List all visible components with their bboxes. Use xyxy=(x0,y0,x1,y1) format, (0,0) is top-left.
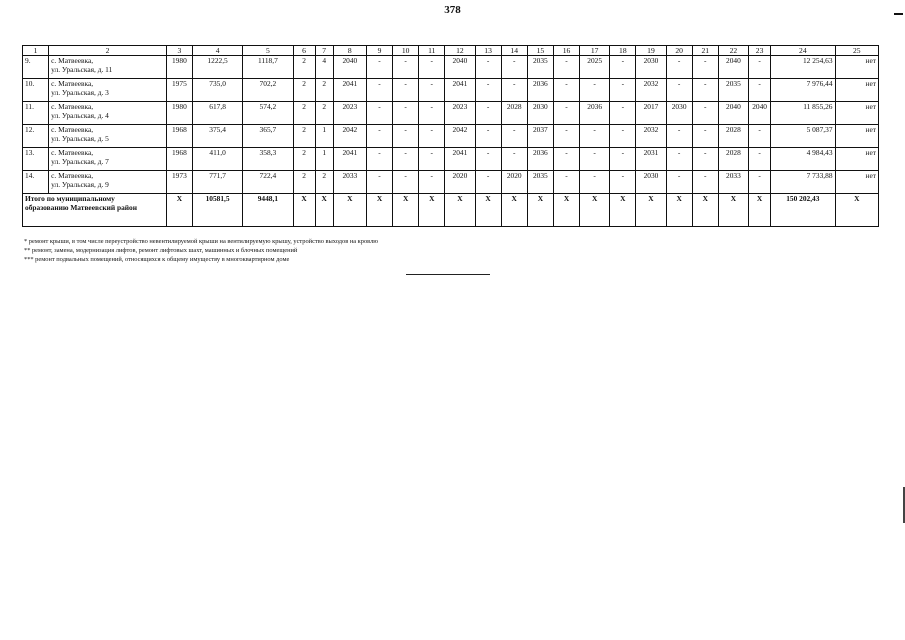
total-cell: Х xyxy=(527,194,553,227)
table-cell: 4 984,43 xyxy=(771,148,835,171)
table-cell: нет xyxy=(835,102,878,125)
table-cell: 2042 xyxy=(333,125,366,148)
table-cell: 2040 xyxy=(749,102,771,125)
total-cell: Х xyxy=(315,194,333,227)
table-cell: 411,0 xyxy=(192,148,242,171)
table-cell: - xyxy=(501,148,527,171)
table-cell: 2040 xyxy=(718,56,748,79)
table-row xyxy=(23,148,879,171)
table-cell: - xyxy=(749,148,771,171)
footnote-elevators: ** ремонт, замена, модернизация лифтов, ремонт лифтовых шахт, машинных и блочных помещений xyxy=(24,247,298,254)
footnote-basement: *** ремонт подвальных помещений, относящихся к общему имуществу в многоквартирном доме xyxy=(24,256,290,263)
table-cell: 1973 xyxy=(166,171,192,194)
table-cell: 7 733,88 xyxy=(771,171,835,194)
table-cell: 574,2 xyxy=(243,102,293,125)
table-cell: - xyxy=(610,102,636,125)
table-cell: 2036 xyxy=(580,102,610,125)
table-cell: - xyxy=(475,56,501,79)
row-number: 9. xyxy=(23,56,49,79)
table-cell: - xyxy=(692,56,718,79)
table-cell: - xyxy=(419,79,445,102)
table-cell: 2035 xyxy=(527,56,553,79)
address-street: ул. Уральская, д. 5 xyxy=(51,134,109,143)
column-number-header: 1 xyxy=(23,46,49,56)
table-cell: 771,7 xyxy=(192,171,242,194)
table-cell: - xyxy=(366,79,392,102)
table-cell: 11 855,26 xyxy=(771,102,835,125)
column-number-header: 9 xyxy=(366,46,392,56)
table-cell: 2032 xyxy=(636,125,666,148)
table-cell: - xyxy=(666,56,692,79)
table-cell: 702,2 xyxy=(243,79,293,102)
table-cell: 7 976,44 xyxy=(771,79,835,102)
table-cell: - xyxy=(553,125,579,148)
table-cell: - xyxy=(553,171,579,194)
table-cell: - xyxy=(692,102,718,125)
table-cell: 2025 xyxy=(580,56,610,79)
total-cell: Х xyxy=(666,194,692,227)
table-row xyxy=(23,102,879,125)
total-label-line1: Итого по муниципальному xyxy=(25,194,115,203)
table-cell: 2030 xyxy=(666,102,692,125)
table-cell: - xyxy=(580,148,610,171)
table-cell: - xyxy=(692,79,718,102)
table-cell: 2032 xyxy=(636,79,666,102)
table-cell: - xyxy=(475,102,501,125)
total-cell: Х xyxy=(293,194,315,227)
table-cell: - xyxy=(501,125,527,148)
total-cell: Х xyxy=(553,194,579,227)
table-cell: 375,4 xyxy=(192,125,242,148)
table-cell: - xyxy=(419,148,445,171)
column-number-header: 10 xyxy=(393,46,419,56)
table-cell: 2040 xyxy=(445,56,475,79)
column-number-header: 25 xyxy=(835,46,878,56)
table-cell: - xyxy=(393,171,419,194)
column-number-header: 18 xyxy=(610,46,636,56)
address-settlement: с. Матвеевка, xyxy=(51,56,94,65)
table-cell: 1980 xyxy=(166,56,192,79)
table-cell: 2033 xyxy=(333,171,366,194)
column-number-header: 5 xyxy=(243,46,293,56)
table-cell: 2030 xyxy=(636,56,666,79)
table-cell: 1968 xyxy=(166,148,192,171)
table-cell: 2035 xyxy=(718,79,748,102)
table-cell: - xyxy=(553,102,579,125)
footnote-roof: * ремонт крыши, в том числе переустройство невентилируемой крыши на вентилируемую крышу, устройство выходов на кровлю xyxy=(24,238,379,245)
table-cell: - xyxy=(419,125,445,148)
address-street: ул. Уральская, д. 7 xyxy=(51,157,109,166)
column-number-header: 11 xyxy=(419,46,445,56)
table-cell: нет xyxy=(835,125,878,148)
table-cell: 1 xyxy=(315,125,333,148)
table-cell: 735,0 xyxy=(192,79,242,102)
table-cell: - xyxy=(610,148,636,171)
table-cell: нет xyxy=(835,148,878,171)
table-cell: 2030 xyxy=(527,102,553,125)
total-cell: 150 202,43 xyxy=(771,194,835,227)
table-cell: - xyxy=(692,148,718,171)
total-cell: 9448,1 xyxy=(243,194,293,227)
column-number-header: 13 xyxy=(475,46,501,56)
column-number-header: 20 xyxy=(666,46,692,56)
total-cell: Х xyxy=(475,194,501,227)
total-cell: Х xyxy=(580,194,610,227)
table-cell: - xyxy=(610,125,636,148)
table-cell: нет xyxy=(835,171,878,194)
table-cell: 2037 xyxy=(527,125,553,148)
footnotes xyxy=(24,237,378,264)
total-cell: Х xyxy=(610,194,636,227)
address-settlement: с. Матвеевка, xyxy=(51,79,94,88)
address-settlement: с. Матвеевка, xyxy=(51,102,94,111)
table-cell: 2041 xyxy=(333,79,366,102)
table-cell: - xyxy=(475,148,501,171)
table-cell: - xyxy=(475,171,501,194)
table-cell: - xyxy=(580,79,610,102)
table-cell: 2028 xyxy=(718,125,748,148)
table-cell: 365,7 xyxy=(243,125,293,148)
table-cell: - xyxy=(749,79,771,102)
total-cell: Х xyxy=(718,194,748,227)
table-cell: - xyxy=(419,171,445,194)
table-cell: - xyxy=(475,79,501,102)
table-cell: 2 xyxy=(315,102,333,125)
table-cell: - xyxy=(553,79,579,102)
table-cell: 2 xyxy=(315,171,333,194)
divider-line xyxy=(406,274,490,275)
column-number-row xyxy=(23,46,879,56)
table-cell: 2028 xyxy=(718,148,748,171)
table-cell: 1968 xyxy=(166,125,192,148)
table-cell: 2 xyxy=(293,148,315,171)
table-cell: 1118,7 xyxy=(243,56,293,79)
table-cell: 2028 xyxy=(501,102,527,125)
address-cell xyxy=(49,56,167,79)
column-number-header: 16 xyxy=(553,46,579,56)
address-settlement: с. Матвеевка, xyxy=(51,148,94,157)
column-number-header: 6 xyxy=(293,46,315,56)
address-settlement: с. Матвеевка, xyxy=(51,171,94,180)
table-cell: 2041 xyxy=(445,148,475,171)
total-label-line2: образованию Матвеевский район xyxy=(25,203,137,212)
table-cell: 2036 xyxy=(527,79,553,102)
table-cell: 5 087,37 xyxy=(771,125,835,148)
total-label xyxy=(23,194,167,227)
address-street: ул. Уральская, д. 9 xyxy=(51,180,109,189)
total-cell: Х xyxy=(419,194,445,227)
column-number-header: 14 xyxy=(501,46,527,56)
table-cell: - xyxy=(749,56,771,79)
table-cell: - xyxy=(501,56,527,79)
housing-repair-table xyxy=(22,45,879,227)
table-cell: 617,8 xyxy=(192,102,242,125)
table-cell: - xyxy=(366,125,392,148)
table-cell: - xyxy=(610,171,636,194)
address-cell xyxy=(49,79,167,102)
table-cell: 2040 xyxy=(718,102,748,125)
table-cell: 4 xyxy=(315,56,333,79)
table-cell: 2036 xyxy=(527,148,553,171)
total-cell: Х xyxy=(501,194,527,227)
address-settlement: с. Матвеевка, xyxy=(51,125,94,134)
table-cell: - xyxy=(393,56,419,79)
table-cell: - xyxy=(553,56,579,79)
column-number-header: 19 xyxy=(636,46,666,56)
table-cell: 1980 xyxy=(166,102,192,125)
table-cell: - xyxy=(366,102,392,125)
table-cell: 2035 xyxy=(527,171,553,194)
table-cell: 2 xyxy=(293,79,315,102)
total-cell: Х xyxy=(393,194,419,227)
column-number-header: 17 xyxy=(580,46,610,56)
total-cell: Х xyxy=(636,194,666,227)
page-number: 378 xyxy=(444,4,461,16)
column-number-header: 24 xyxy=(771,46,835,56)
table-cell: - xyxy=(666,171,692,194)
table-cell: 2031 xyxy=(636,148,666,171)
table-cell: 2030 xyxy=(636,171,666,194)
table-cell: - xyxy=(419,102,445,125)
table-cell: - xyxy=(393,102,419,125)
total-cell: Х xyxy=(445,194,475,227)
address-cell xyxy=(49,171,167,194)
column-number-header: 4 xyxy=(192,46,242,56)
table-cell: - xyxy=(393,125,419,148)
table-cell: 1222,5 xyxy=(192,56,242,79)
table-cell: - xyxy=(475,125,501,148)
table-row xyxy=(23,125,879,148)
column-number-header: 15 xyxy=(527,46,553,56)
table-cell: - xyxy=(666,79,692,102)
table-cell: 2040 xyxy=(333,56,366,79)
address-cell xyxy=(49,148,167,171)
row-number: 14. xyxy=(23,171,49,194)
table-body xyxy=(23,56,879,227)
table-cell: 2020 xyxy=(501,171,527,194)
corner-mark xyxy=(894,13,903,15)
table-cell: 722,4 xyxy=(243,171,293,194)
table-cell: - xyxy=(366,171,392,194)
column-number-header: 7 xyxy=(315,46,333,56)
table-cell: 2 xyxy=(293,56,315,79)
row-number: 12. xyxy=(23,125,49,148)
table-row xyxy=(23,56,879,79)
table-cell: - xyxy=(692,125,718,148)
total-row xyxy=(23,194,879,227)
table-cell: - xyxy=(692,171,718,194)
table-cell: - xyxy=(393,79,419,102)
table-cell: - xyxy=(610,79,636,102)
table-cell: - xyxy=(666,148,692,171)
total-cell: Х xyxy=(692,194,718,227)
column-number-header: 12 xyxy=(445,46,475,56)
table-cell: нет xyxy=(835,79,878,102)
total-cell: 10581,5 xyxy=(192,194,242,227)
column-number-header: 22 xyxy=(718,46,748,56)
address-street: ул. Уральская, д. 3 xyxy=(51,88,109,97)
address-street: ул. Уральская, д. 11 xyxy=(51,65,113,74)
table-row xyxy=(23,79,879,102)
column-number-header: 8 xyxy=(333,46,366,56)
table-cell: - xyxy=(580,125,610,148)
total-cell: Х xyxy=(333,194,366,227)
table-cell: 2041 xyxy=(445,79,475,102)
table-cell: - xyxy=(366,56,392,79)
table-cell: - xyxy=(501,79,527,102)
table-cell: - xyxy=(580,171,610,194)
table-cell: 2 xyxy=(293,102,315,125)
column-number-header: 21 xyxy=(692,46,718,56)
table-cell: 1 xyxy=(315,148,333,171)
table-row xyxy=(23,171,879,194)
total-cell: Х xyxy=(749,194,771,227)
table-cell: нет xyxy=(835,56,878,79)
table-cell: 2033 xyxy=(718,171,748,194)
table-cell: - xyxy=(610,56,636,79)
column-number-header: 3 xyxy=(166,46,192,56)
table-cell: 12 254,63 xyxy=(771,56,835,79)
table-cell: 2041 xyxy=(333,148,366,171)
row-number: 10. xyxy=(23,79,49,102)
table-cell: - xyxy=(666,125,692,148)
table-cell: 2023 xyxy=(333,102,366,125)
column-number-header: 2 xyxy=(49,46,167,56)
table-cell: - xyxy=(553,148,579,171)
total-cell: Х xyxy=(835,194,878,227)
table-cell: - xyxy=(749,171,771,194)
row-number: 11. xyxy=(23,102,49,125)
total-cell: Х xyxy=(366,194,392,227)
table-cell: 2 xyxy=(315,79,333,102)
table-cell: 1975 xyxy=(166,79,192,102)
table-cell: - xyxy=(419,56,445,79)
table-cell: 358,3 xyxy=(243,148,293,171)
address-street: ул. Уральская, д. 4 xyxy=(51,111,109,120)
table-cell: 2 xyxy=(293,171,315,194)
table-cell: 2 xyxy=(293,125,315,148)
table-cell: 2020 xyxy=(445,171,475,194)
address-cell xyxy=(49,102,167,125)
column-number-header: 23 xyxy=(749,46,771,56)
table-cell: 2023 xyxy=(445,102,475,125)
address-cell xyxy=(49,125,167,148)
table-cell: - xyxy=(393,148,419,171)
table-cell: - xyxy=(366,148,392,171)
row-number: 13. xyxy=(23,148,49,171)
table-cell: 2042 xyxy=(445,125,475,148)
total-cell: Х xyxy=(166,194,192,227)
table-cell: 2017 xyxy=(636,102,666,125)
table-cell: - xyxy=(749,125,771,148)
